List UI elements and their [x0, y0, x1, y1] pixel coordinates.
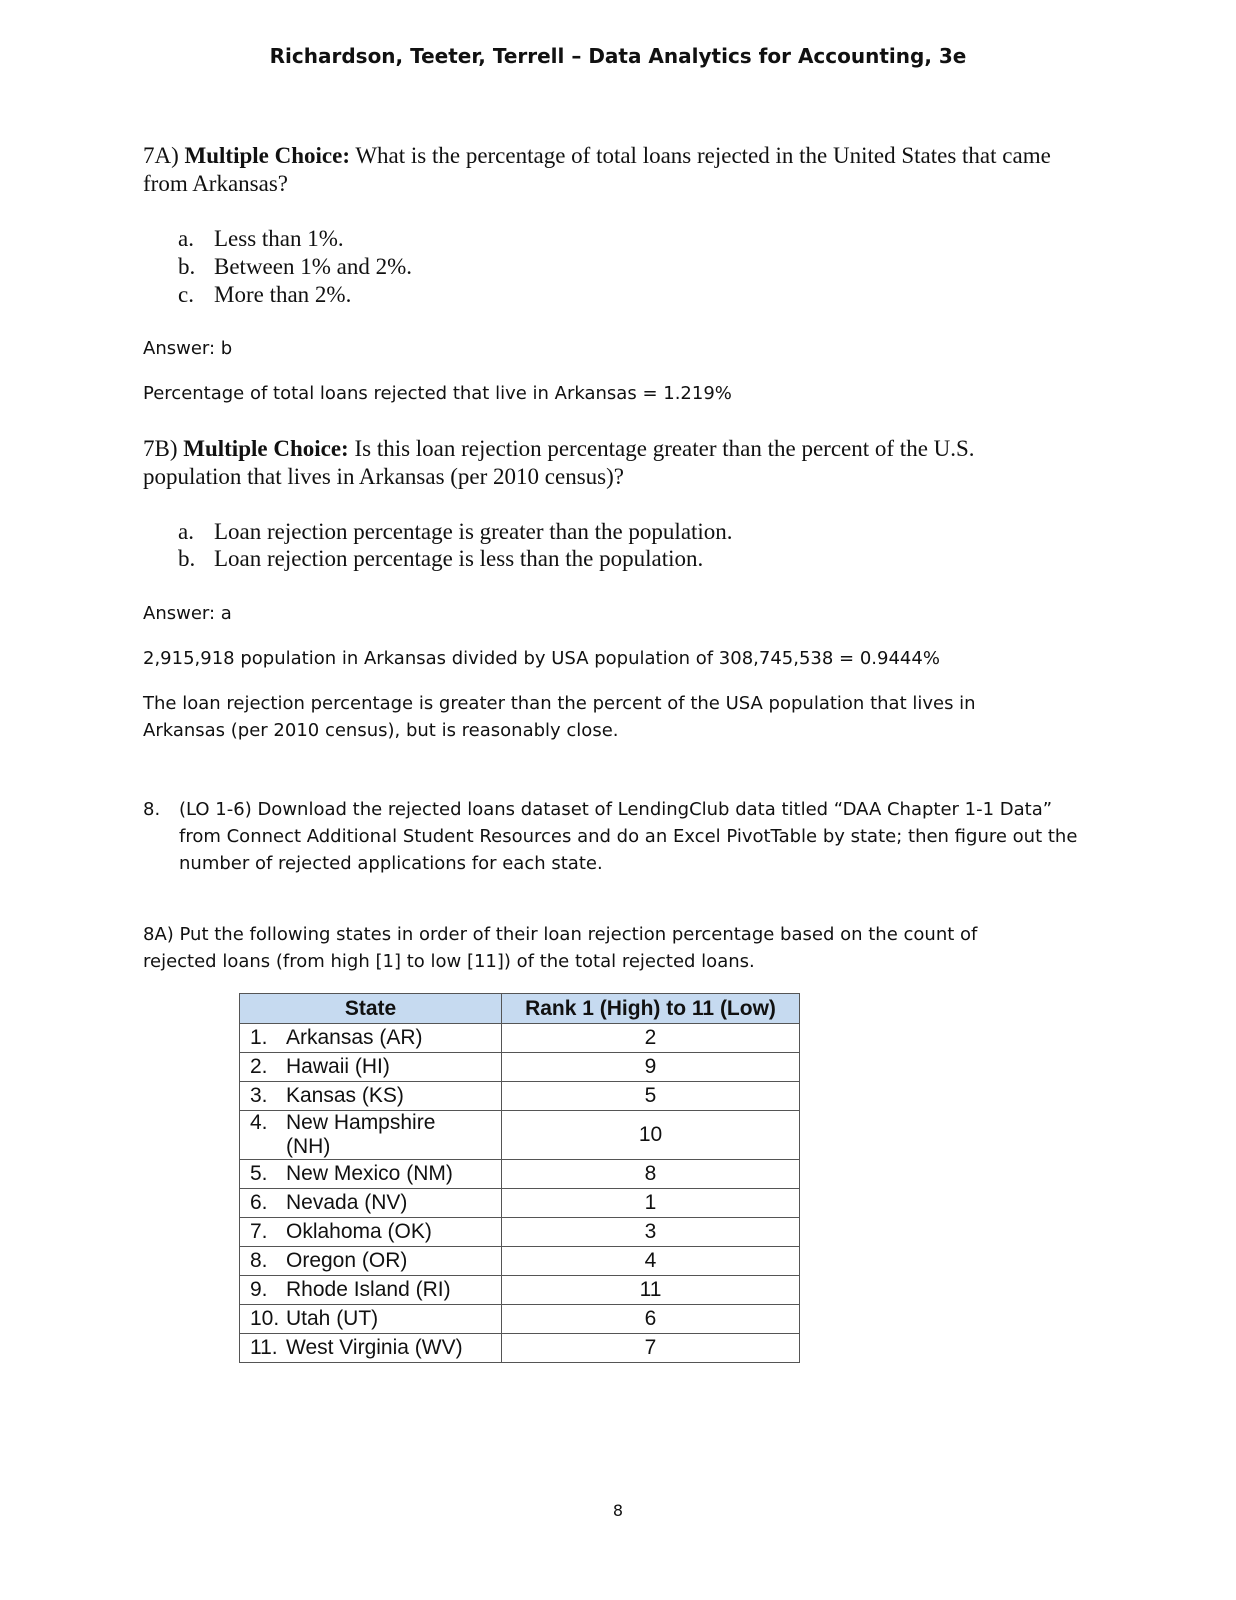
question-7a: [143, 142, 1063, 198]
answer-7b: Answer: a: [143, 603, 232, 624]
rank-cell: 1: [502, 1189, 800, 1218]
question-7a-text: What is the percentage of total loans rejected in the United States that came from Arkansas?: [143, 143, 1051, 196]
rank-cell: 10: [502, 1111, 800, 1160]
state-cell: 8. Oregon (OR): [240, 1247, 502, 1276]
question-7b-type: Multiple Choice:: [183, 436, 349, 461]
state-cell: 11. West Virginia (WV): [240, 1334, 502, 1363]
table-row: [240, 1276, 800, 1305]
rank-cell: 9: [502, 1053, 800, 1082]
option-item: b. Between 1% and 2%.: [178, 254, 412, 279]
option-item: a. Less than 1%.: [178, 226, 344, 251]
rank-cell: 8: [502, 1160, 800, 1189]
column-header-rank: Rank 1 (High) to 11 (Low): [502, 994, 800, 1024]
state-cell: 9. Rhode Island (RI): [240, 1276, 502, 1305]
question-7b: [143, 435, 1043, 491]
rank-cell: 3: [502, 1218, 800, 1247]
conclusion-7b: The loan rejection percentage is greater than the percent of the USA population that lives in Arkansas (per 2010 census), but is reasonably close.: [143, 693, 976, 741]
column-header-state: State: [240, 994, 502, 1024]
state-cell: 7. Oklahoma (OK): [240, 1218, 502, 1247]
option-item: c. More than 2%.: [178, 282, 352, 307]
question-8-number: 8.: [143, 799, 161, 820]
page-header: Richardson, Teeter, Terrell – Data Analytics for Accounting, 3e: [269, 44, 967, 68]
table-row: [240, 1247, 800, 1276]
explanation-7a: Percentage of total loans rejected that live in Arkansas = 1.219%: [143, 383, 732, 404]
question-7a-prefix: 7A): [143, 143, 185, 168]
table-row: [240, 1053, 800, 1082]
table-row: [240, 1160, 800, 1189]
table-row: [240, 1305, 800, 1334]
state-cell: 10. Utah (UT): [240, 1305, 502, 1334]
rank-cell: 4: [502, 1247, 800, 1276]
rank-cell: 2: [502, 1024, 800, 1053]
table-row: [240, 1024, 800, 1053]
state-cell: 4. New Hampshire (NH): [240, 1111, 502, 1160]
table-row: [240, 1111, 800, 1160]
state-rank-table: [239, 993, 800, 1363]
state-cell: 2. Hawaii (HI): [240, 1053, 502, 1082]
rank-cell: 7: [502, 1334, 800, 1363]
table-row: [240, 1218, 800, 1247]
table-row: [240, 1189, 800, 1218]
option-item: b. Loan rejection percentage is less than the population.: [178, 546, 704, 571]
state-cell: 5. New Mexico (NM): [240, 1160, 502, 1189]
calculation-7b: 2,915,918 population in Arkansas divided by USA population of 308,745,538 = 0.9444%: [143, 648, 940, 669]
table-header-row: [240, 994, 800, 1024]
option-item: a. Loan rejection percentage is greater than the population.: [178, 519, 733, 544]
rank-cell: 6: [502, 1305, 800, 1334]
question-8-text: (LO 1-6) Download the rejected loans dataset of LendingClub data titled “DAA Chapter 1-1 Data” from Connect Additional Student Resources and do an Excel PivotTable by state; then figure out the number of rejected applications for each state.: [179, 799, 1078, 874]
table-row: [240, 1082, 800, 1111]
state-cell: 3. Kansas (KS): [240, 1082, 502, 1111]
table-row: [240, 1334, 800, 1363]
state-cell: 1. Arkansas (AR): [240, 1024, 502, 1053]
page-number: 8: [612, 1501, 624, 1520]
question-7b-prefix: 7B): [143, 436, 184, 461]
rank-cell: 11: [502, 1276, 800, 1305]
rank-cell: 5: [502, 1082, 800, 1111]
question-8a-text: 8A) Put the following states in order of their loan rejection percentage based on the count of rejected loans (from high [1] to low [11]) of the total rejected loans.: [143, 924, 978, 972]
question-7b-text: Is this loan rejection percentage greater than the percent of the U.S. population that lives in Arkansas (per 2010 census)?: [143, 436, 975, 489]
question-7a-type: Multiple Choice:: [184, 143, 350, 168]
state-cell: 6. Nevada (NV): [240, 1189, 502, 1218]
answer-7a: Answer: b: [143, 338, 233, 359]
